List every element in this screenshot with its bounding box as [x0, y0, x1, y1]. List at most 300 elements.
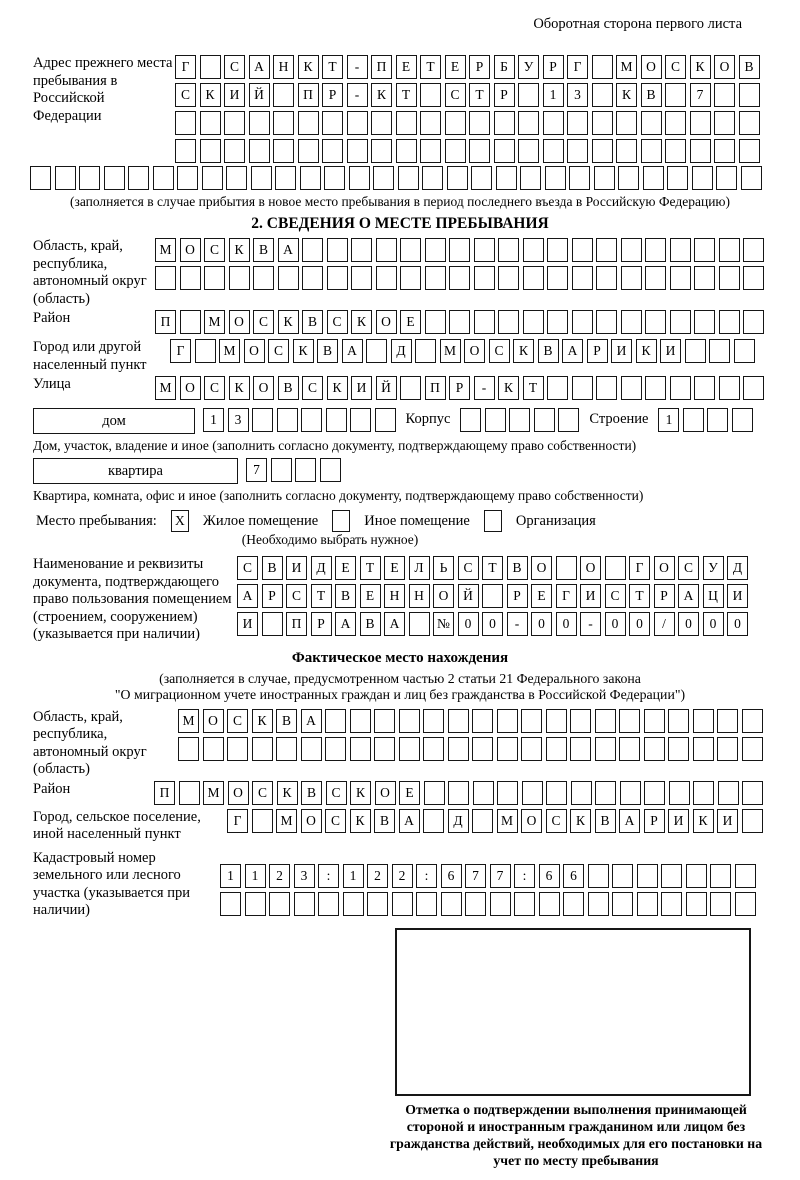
char-cell: Е	[399, 781, 420, 805]
char-cell	[739, 83, 760, 107]
char-cell: 0	[703, 612, 724, 636]
char-cell	[556, 556, 577, 580]
char-cell	[735, 864, 756, 888]
char-cell: Е	[400, 310, 421, 334]
char-cell: С	[204, 376, 225, 400]
char-cell	[262, 612, 283, 636]
char-cell: К	[350, 781, 371, 805]
char-cell	[497, 709, 518, 733]
char-cell	[707, 408, 728, 432]
prev-address-label: Адрес прежнего места пребывания в Российской Федерации	[33, 55, 173, 124]
district-block	[33, 310, 800, 334]
char-cell	[295, 458, 316, 482]
char-cell	[494, 139, 515, 163]
char-cell	[735, 892, 756, 916]
stroenie-label: Строение	[589, 411, 649, 427]
char-cell	[252, 737, 273, 761]
char-cell	[644, 737, 665, 761]
char-cell	[621, 376, 642, 400]
char-cell: О	[244, 339, 265, 363]
char-cell	[621, 310, 642, 334]
char-cell: К	[278, 310, 299, 334]
char-cell: 3	[567, 83, 588, 107]
char-cell: П	[298, 83, 319, 107]
char-cell	[693, 781, 714, 805]
char-cell: О	[521, 809, 542, 833]
char-cell: М	[497, 809, 518, 833]
char-cell: Р	[494, 83, 515, 107]
char-cell	[719, 266, 740, 290]
char-cell	[366, 339, 387, 363]
char-cell	[400, 266, 421, 290]
char-cell	[641, 111, 662, 135]
char-cell	[367, 892, 388, 916]
char-cell: О	[301, 809, 322, 833]
char-cell	[693, 709, 714, 733]
char-cell: О	[203, 709, 224, 733]
char-cell	[371, 139, 392, 163]
char-cell: К	[252, 709, 273, 733]
district-label: Район	[33, 310, 71, 326]
char-cell	[273, 111, 294, 135]
char-cell: К	[229, 376, 250, 400]
char-cell: Д	[311, 556, 332, 580]
char-cell: Т	[420, 55, 441, 79]
char-cell: П	[155, 310, 176, 334]
char-cell: Г	[629, 556, 650, 580]
char-cell	[592, 111, 613, 135]
char-cell: :	[514, 864, 535, 888]
prev-address-rows	[175, 55, 760, 163]
char-cell	[298, 139, 319, 163]
char-cell	[694, 310, 715, 334]
actual-region-row-1	[178, 709, 763, 733]
char-cell: М	[178, 709, 199, 733]
char-cell	[670, 310, 691, 334]
char-cell	[596, 376, 617, 400]
char-cell	[301, 737, 322, 761]
char-cell	[227, 737, 248, 761]
char-cell	[595, 781, 616, 805]
char-cell: В	[278, 376, 299, 400]
char-cell: В	[538, 339, 559, 363]
char-cell: -	[347, 83, 368, 107]
char-cell: К	[513, 339, 534, 363]
char-cell: Б	[494, 55, 515, 79]
actual-location-note-1: (заполняется в случае, предусмотренном частью 2 статьи 21 Федерального закона	[159, 670, 641, 686]
char-cell	[322, 111, 343, 135]
char-cell: С	[489, 339, 510, 363]
char-cell	[514, 892, 535, 916]
char-cell	[322, 139, 343, 163]
char-cell: 0	[556, 612, 577, 636]
char-cell: И	[237, 612, 258, 636]
char-cell	[449, 310, 470, 334]
char-cell	[596, 310, 617, 334]
city-label: Город или другой населенный пункт	[33, 339, 147, 373]
char-cell: П	[371, 55, 392, 79]
char-cell	[523, 266, 544, 290]
char-cell: С	[678, 556, 699, 580]
char-cell	[474, 238, 495, 262]
char-cell	[30, 166, 51, 190]
char-cell: К	[200, 83, 221, 107]
char-cell: Р	[507, 584, 528, 608]
char-cell	[326, 408, 347, 432]
char-cell	[637, 864, 658, 888]
char-cell	[641, 139, 662, 163]
char-cell: В	[507, 556, 528, 580]
char-cell	[498, 238, 519, 262]
house-box-label: дом	[33, 408, 195, 434]
char-cell	[202, 166, 223, 190]
char-cell: С	[665, 55, 686, 79]
char-cell: С	[445, 83, 466, 107]
char-cell	[398, 166, 419, 190]
char-cell	[425, 266, 446, 290]
char-cell	[422, 166, 443, 190]
char-cell	[719, 310, 740, 334]
char-cell: 7	[490, 864, 511, 888]
stroenie-row	[658, 408, 753, 432]
char-cell: О	[654, 556, 675, 580]
char-cell	[351, 238, 372, 262]
char-cell: Р	[262, 584, 283, 608]
char-cell: М	[204, 310, 225, 334]
char-cell	[690, 111, 711, 135]
char-cell	[399, 709, 420, 733]
place-type-label: Место пребывания:	[36, 512, 157, 529]
char-cell	[521, 737, 542, 761]
char-cell: :	[318, 864, 339, 888]
char-cell: У	[518, 55, 539, 79]
char-cell	[155, 266, 176, 290]
char-cell	[714, 139, 735, 163]
char-cell: А	[384, 612, 405, 636]
char-cell	[523, 238, 544, 262]
char-cell: К	[277, 781, 298, 805]
char-cell	[445, 139, 466, 163]
char-cell	[547, 266, 568, 290]
char-cell: И	[286, 556, 307, 580]
house-block	[33, 408, 800, 434]
char-cell	[670, 376, 691, 400]
char-cell: И	[717, 809, 738, 833]
char-cell	[661, 892, 682, 916]
char-cell: М	[616, 55, 637, 79]
char-cell	[449, 266, 470, 290]
char-cell: И	[611, 339, 632, 363]
char-cell: Г	[227, 809, 248, 833]
char-cell: М	[219, 339, 240, 363]
char-cell	[718, 781, 739, 805]
char-cell	[485, 408, 506, 432]
char-cell	[572, 310, 593, 334]
char-cell: П	[154, 781, 175, 805]
char-cell	[616, 111, 637, 135]
char-cell	[350, 709, 371, 733]
char-cell: С	[458, 556, 479, 580]
cadastre-row-2	[220, 892, 756, 916]
char-cell: К	[616, 83, 637, 107]
char-cell: Ь	[433, 556, 454, 580]
char-cell	[448, 737, 469, 761]
char-cell: Д	[727, 556, 748, 580]
char-cell: Т	[469, 83, 490, 107]
char-cell	[200, 55, 221, 79]
char-cell	[474, 310, 495, 334]
char-cell: О	[376, 310, 397, 334]
cadastre-block	[33, 850, 800, 920]
char-cell	[743, 310, 764, 334]
char-cell	[273, 83, 294, 107]
char-cell: К	[298, 55, 319, 79]
char-cell: А	[301, 709, 322, 733]
char-cell	[300, 166, 321, 190]
char-cell	[690, 139, 711, 163]
char-cell: О	[180, 238, 201, 262]
char-cell: С	[253, 310, 274, 334]
char-cell	[252, 809, 273, 833]
char-cell	[474, 266, 495, 290]
char-cell: Е	[445, 55, 466, 79]
char-cell	[588, 892, 609, 916]
char-cell	[619, 737, 640, 761]
char-cell: №	[433, 612, 454, 636]
char-cell	[686, 892, 707, 916]
char-cell: 7	[690, 83, 711, 107]
char-cell	[423, 809, 444, 833]
char-cell: Н	[409, 584, 430, 608]
char-cell	[204, 266, 225, 290]
char-cell: Д	[391, 339, 412, 363]
char-cell	[567, 139, 588, 163]
char-cell: А	[399, 809, 420, 833]
char-cell	[567, 111, 588, 135]
char-cell: М	[155, 376, 176, 400]
char-cell	[595, 737, 616, 761]
char-cell: О	[228, 781, 249, 805]
char-cell: 3	[294, 864, 315, 888]
apartment-block	[33, 458, 800, 484]
char-cell	[518, 139, 539, 163]
char-cell	[301, 408, 322, 432]
char-cell	[245, 892, 266, 916]
apartment-row	[246, 458, 341, 482]
char-cell: О	[433, 584, 454, 608]
char-cell	[543, 111, 564, 135]
char-cell	[498, 266, 519, 290]
char-cell	[522, 781, 543, 805]
house-note: Дом, участок, владение и иное (заполнить согласно документу, подтверждающему право собственности)	[33, 438, 637, 453]
char-cell: 6	[441, 864, 462, 888]
char-cell	[448, 781, 469, 805]
char-cell	[569, 166, 590, 190]
char-cell: 6	[563, 864, 584, 888]
char-cell: Е	[396, 55, 417, 79]
char-cell	[347, 111, 368, 135]
char-cell: К	[350, 809, 371, 833]
char-cell: С	[302, 376, 323, 400]
street-block	[33, 376, 800, 400]
char-cell: С	[204, 238, 225, 262]
actual-location-title: Фактическое место нахождения	[291, 649, 509, 666]
char-cell	[177, 166, 198, 190]
cadastre-label: Кадастровый номер земельного или лесного участка (указывается при наличии)	[33, 849, 190, 918]
char-cell: В	[595, 809, 616, 833]
char-cell: И	[351, 376, 372, 400]
char-cell: О	[253, 376, 274, 400]
char-cell	[644, 781, 665, 805]
char-cell: И	[660, 339, 681, 363]
char-cell	[298, 111, 319, 135]
char-cell	[665, 111, 686, 135]
char-cell: 3	[228, 408, 249, 432]
actual-district-row	[154, 781, 763, 805]
char-cell	[665, 139, 686, 163]
char-cell	[460, 408, 481, 432]
char-cell	[347, 139, 368, 163]
char-cell: 0	[605, 612, 626, 636]
char-cell: С	[327, 310, 348, 334]
char-cell: А	[619, 809, 640, 833]
char-cell: Ц	[703, 584, 724, 608]
char-cell: М	[440, 339, 461, 363]
char-cell	[203, 737, 224, 761]
char-cell: В	[360, 612, 381, 636]
char-cell	[473, 781, 494, 805]
char-cell	[547, 238, 568, 262]
char-cell	[349, 166, 370, 190]
char-cell	[445, 111, 466, 135]
char-cell	[521, 709, 542, 733]
char-cell	[743, 238, 764, 262]
char-cell	[497, 781, 518, 805]
char-cell	[325, 737, 346, 761]
char-cell	[324, 166, 345, 190]
char-cell	[423, 737, 444, 761]
option-inoe-label: Иное помещение	[364, 512, 470, 529]
char-cell: В	[253, 238, 274, 262]
char-cell	[667, 166, 688, 190]
char-cell	[563, 892, 584, 916]
char-cell: 0	[678, 612, 699, 636]
char-cell	[588, 864, 609, 888]
char-cell	[376, 266, 397, 290]
char-cell: В	[335, 584, 356, 608]
char-cell: О	[641, 55, 662, 79]
char-cell: В	[374, 809, 395, 833]
option-zhiloe-label: Жилое помещение	[202, 512, 319, 529]
document-row-3	[237, 612, 748, 636]
char-cell: 1	[658, 408, 679, 432]
char-cell	[343, 892, 364, 916]
char-cell: Й	[249, 83, 270, 107]
char-cell	[375, 408, 396, 432]
char-cell: М	[276, 809, 297, 833]
actual-location-note-2: "О миграционном учете иностранных граждан и лиц без гражданства в Российской Федерации")	[114, 686, 686, 702]
char-cell	[739, 111, 760, 135]
char-cell	[497, 737, 518, 761]
char-cell: С	[605, 584, 626, 608]
char-cell	[719, 238, 740, 262]
char-cell	[277, 408, 298, 432]
char-cell: У	[703, 556, 724, 580]
char-cell: К	[636, 339, 657, 363]
cadastre-row-1	[220, 864, 756, 888]
char-cell	[220, 892, 241, 916]
char-cell	[448, 709, 469, 733]
char-cell	[392, 892, 413, 916]
char-cell: Р	[654, 584, 675, 608]
char-cell: Р	[469, 55, 490, 79]
char-cell	[616, 139, 637, 163]
char-cell	[732, 408, 753, 432]
char-cell: 6	[539, 864, 560, 888]
region-block	[33, 238, 800, 308]
char-cell	[469, 139, 490, 163]
char-cell	[570, 737, 591, 761]
char-cell	[595, 709, 616, 733]
char-cell: С	[252, 781, 273, 805]
char-cell	[594, 166, 615, 190]
char-cell	[376, 238, 397, 262]
char-cell: О	[531, 556, 552, 580]
char-cell	[619, 709, 640, 733]
actual-region-label: Область, край, республика, автономный округ (область)	[33, 708, 147, 777]
char-cell	[441, 892, 462, 916]
char-cell: К	[327, 376, 348, 400]
char-cell: -	[474, 376, 495, 400]
char-cell	[318, 892, 339, 916]
char-cell: 2	[269, 864, 290, 888]
char-cell: С	[286, 584, 307, 608]
char-cell: Т	[396, 83, 417, 107]
char-cell	[572, 266, 593, 290]
char-cell: Н	[384, 584, 405, 608]
char-cell: Р	[449, 376, 470, 400]
char-cell	[423, 709, 444, 733]
char-cell: А	[237, 584, 258, 608]
char-cell: О	[229, 310, 250, 334]
prev-address-row-2	[175, 83, 760, 107]
char-cell: :	[416, 864, 437, 888]
char-cell	[200, 111, 221, 135]
char-cell: К	[293, 339, 314, 363]
char-cell: О	[464, 339, 485, 363]
char-cell: С	[326, 781, 347, 805]
char-cell	[692, 166, 713, 190]
char-cell	[621, 238, 642, 262]
char-cell: 0	[727, 612, 748, 636]
district-row	[155, 310, 764, 334]
char-cell: М	[155, 238, 176, 262]
char-cell	[668, 709, 689, 733]
char-cell	[490, 892, 511, 916]
char-cell	[278, 266, 299, 290]
char-cell	[351, 266, 372, 290]
char-cell	[302, 238, 323, 262]
char-cell	[596, 238, 617, 262]
option-org-label: Организация	[515, 512, 596, 529]
char-cell	[534, 408, 555, 432]
char-cell	[469, 111, 490, 135]
char-cell	[572, 376, 593, 400]
char-cell: В	[317, 339, 338, 363]
char-cell: К	[371, 83, 392, 107]
char-cell: О	[580, 556, 601, 580]
char-cell	[269, 892, 290, 916]
